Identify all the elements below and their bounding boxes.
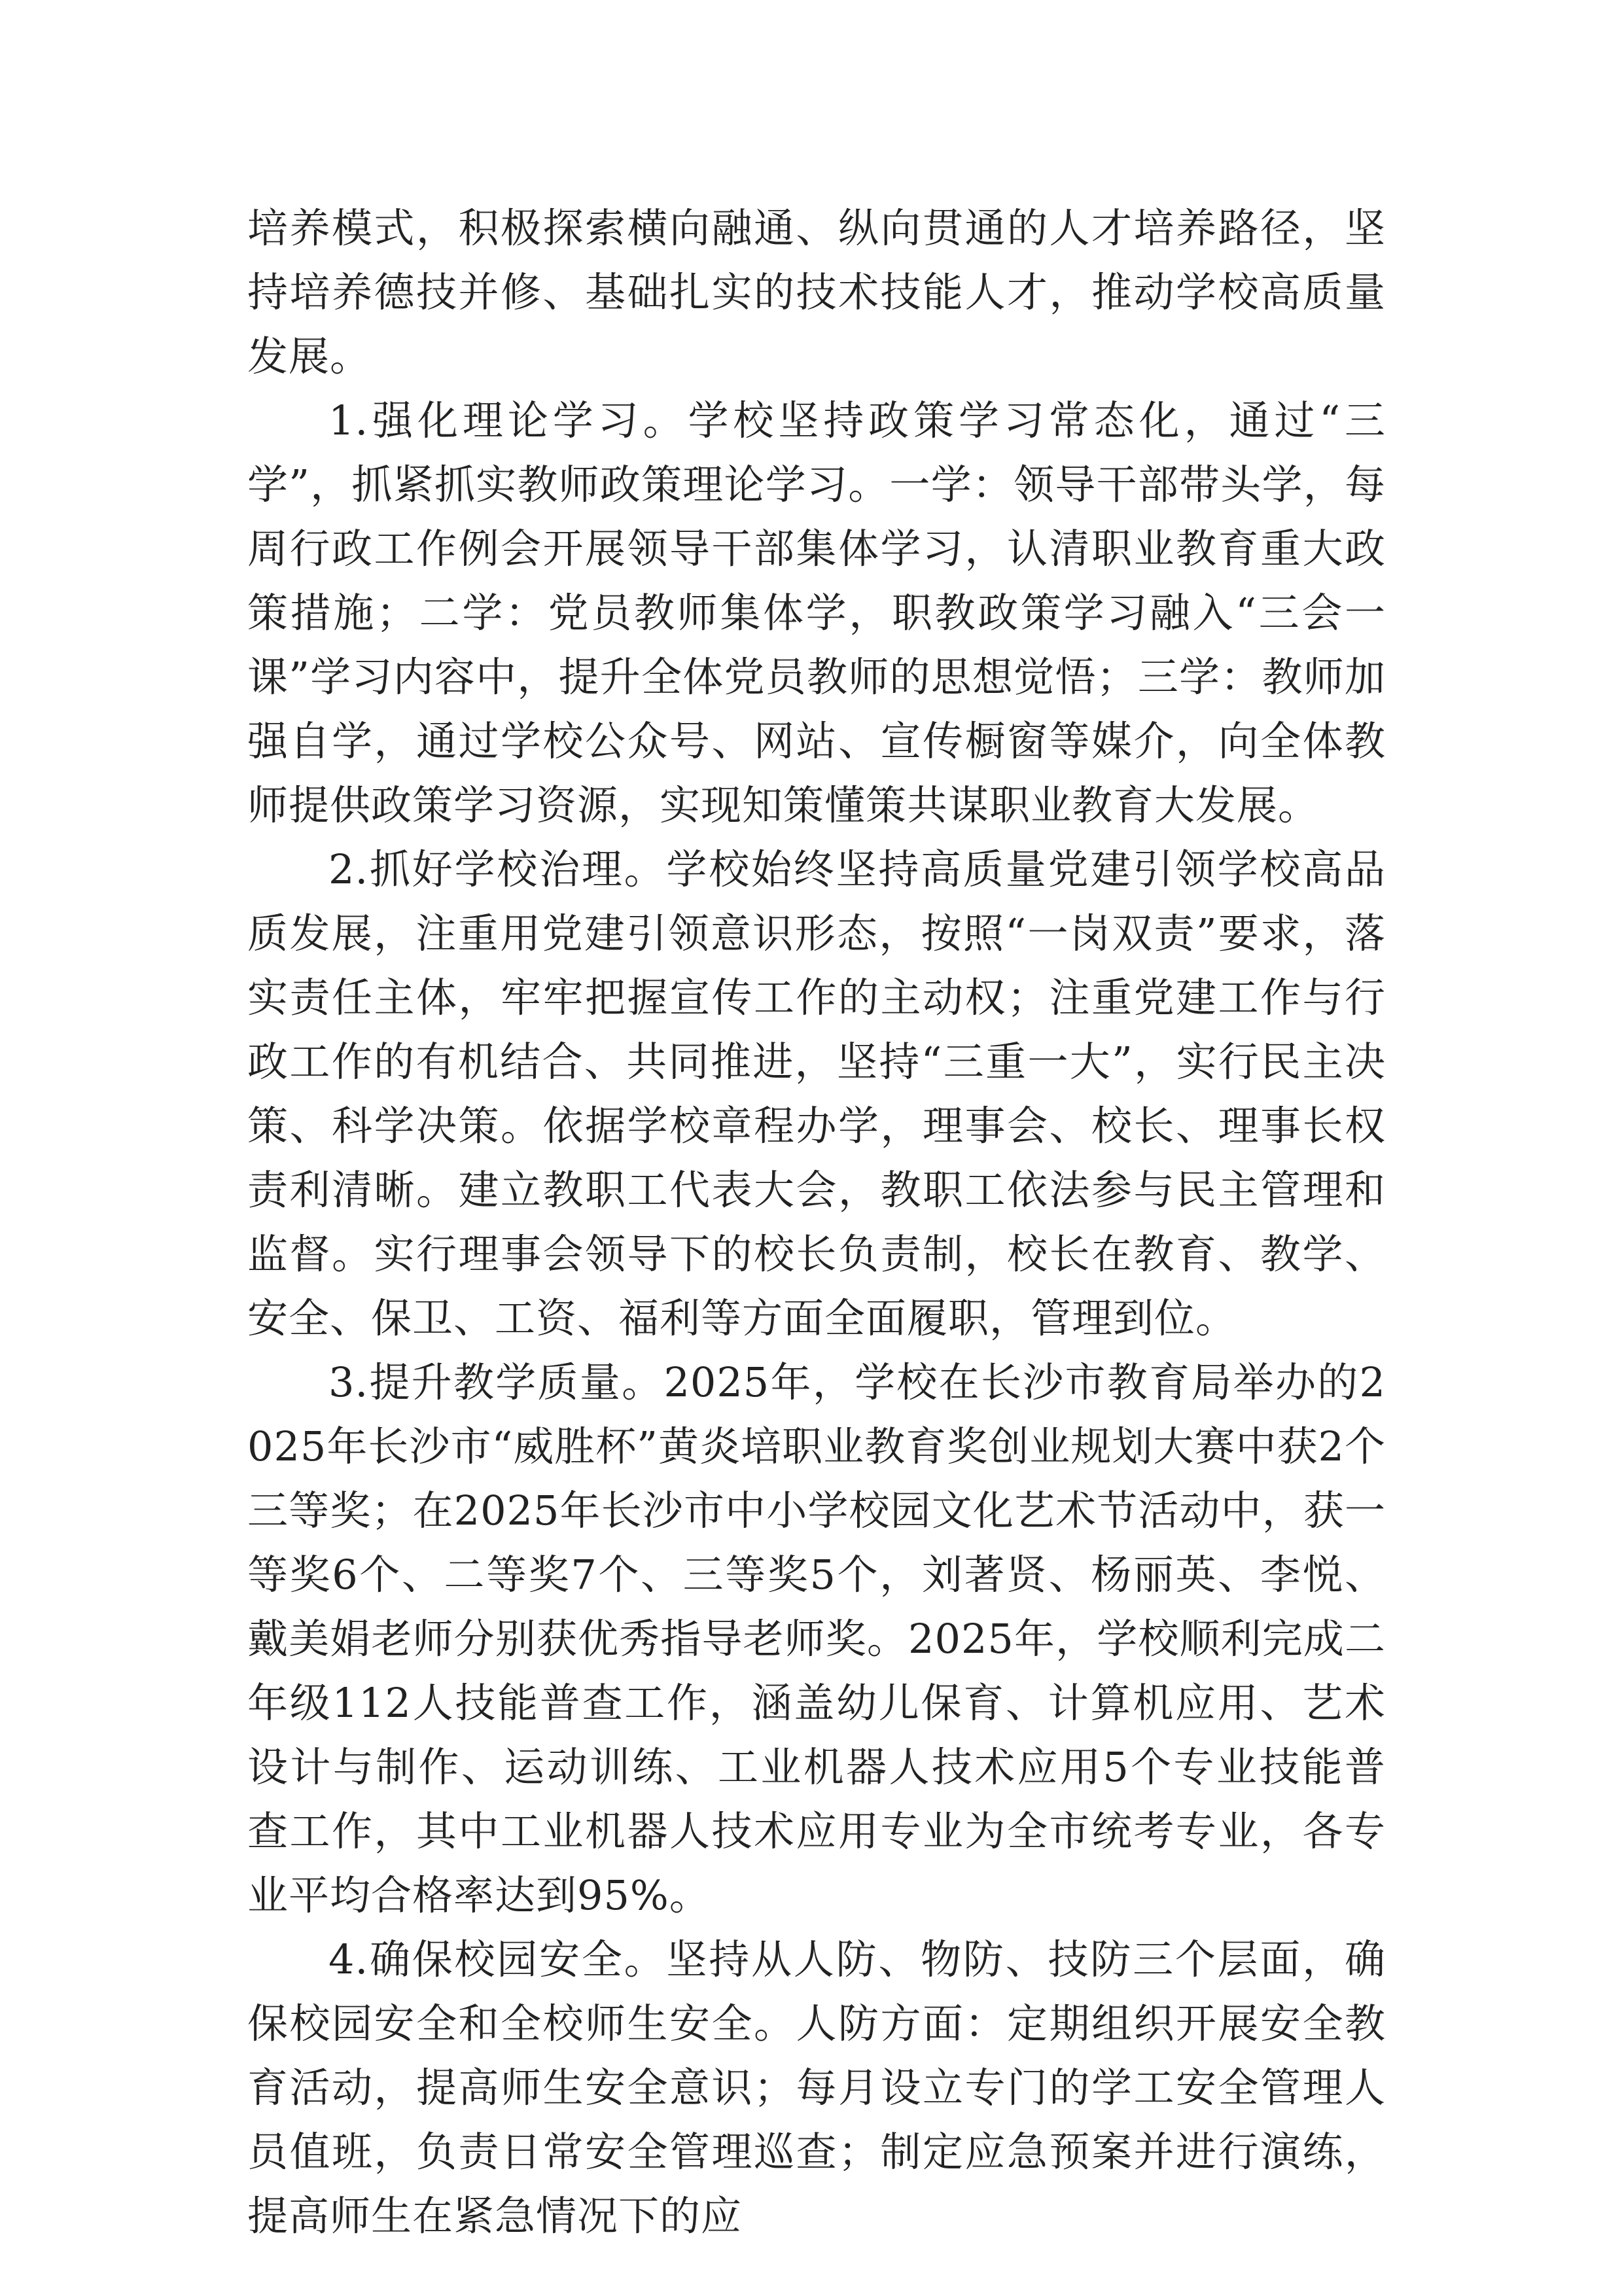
paragraph-intro: 培养模式，积极探索横向融通、纵向贯通的人才培养路径，坚持培养德技并修、基础扎实的技术技能人才，推动学校高质量发展。 — [247, 204, 1386, 380]
paragraph-theory-study: 1.强化理论学习。学校坚持政策学习常态化，通过“三学”，抓紧抓实教师政策理论学习。一学：领导干部带头学，每周行政工作例会开展领导干部集体学习，认清职业教育重大政策措施；二学：党员教师集体学，职教政策学习融入“三会一课”学习内容中，提升全体党员教师的思想觉悟；三学：教师加强自学，通过学校公众号、网站、宣传橱窗等媒介，向全体教师提供政策学习资源，实现知策懂策共谋职业教育大发展。 — [247, 397, 1386, 829]
paragraph-teaching-quality: 3.提升教学质量。2025年，学校在长沙市教育局举办的2025年长沙市“威胜杯”黄炎培职业教育奖创业规划大赛中获2个三等奖；在2025年长沙市中小学校园文化艺术节活动中，获一等奖6个、二等奖7个、三等奖5个，刘著贤、杨丽英、李悦、戴美娟老师分别获优秀指导老师奖。2025年，学校顺利完成二年级112人技能普查工作，涵盖幼儿保育、计算机应用、艺术设计与制作、运动训练、工业机器人技术应用5个专业技能普查工作，其中工业机器人技术应用专业为全市统考专业，各专业平均合格率达到95%。 — [247, 1358, 1386, 1919]
document-body — [247, 196, 1386, 2248]
paragraph-campus-safety: 4.确保校园安全。坚持从人防、物防、技防三个层面，确保校园安全和全校师生安全。人防方面：定期组织开展安全教育活动，提高师生安全意识；每月设立专门的学工安全管理人员值班，负责日常安全管理巡查；制定应急预案并进行演练，提高师生在紧急情况下的应 — [247, 1935, 1386, 2240]
paragraph-school-governance: 2.抓好学校治理。学校始终坚持高质量党建引领学校高品质发展，注重用党建引领意识形态，按照“一岗双责”要求，落实责任主体，牢牢把握宣传工作的主动权；注重党建工作与行政工作的有机结合、共同推进，坚持“三重一大”，实行民主决策、科学决策。依据学校章程办学，理事会、校长、理事长权责利清晰。建立教职工代表大会，教职工依法参与民主管理和监督。实行理事会领导下的校长负责制，校长在教育、教学、安全、保卫、工资、福利等方面全面履职，管理到位。 — [247, 845, 1386, 1342]
